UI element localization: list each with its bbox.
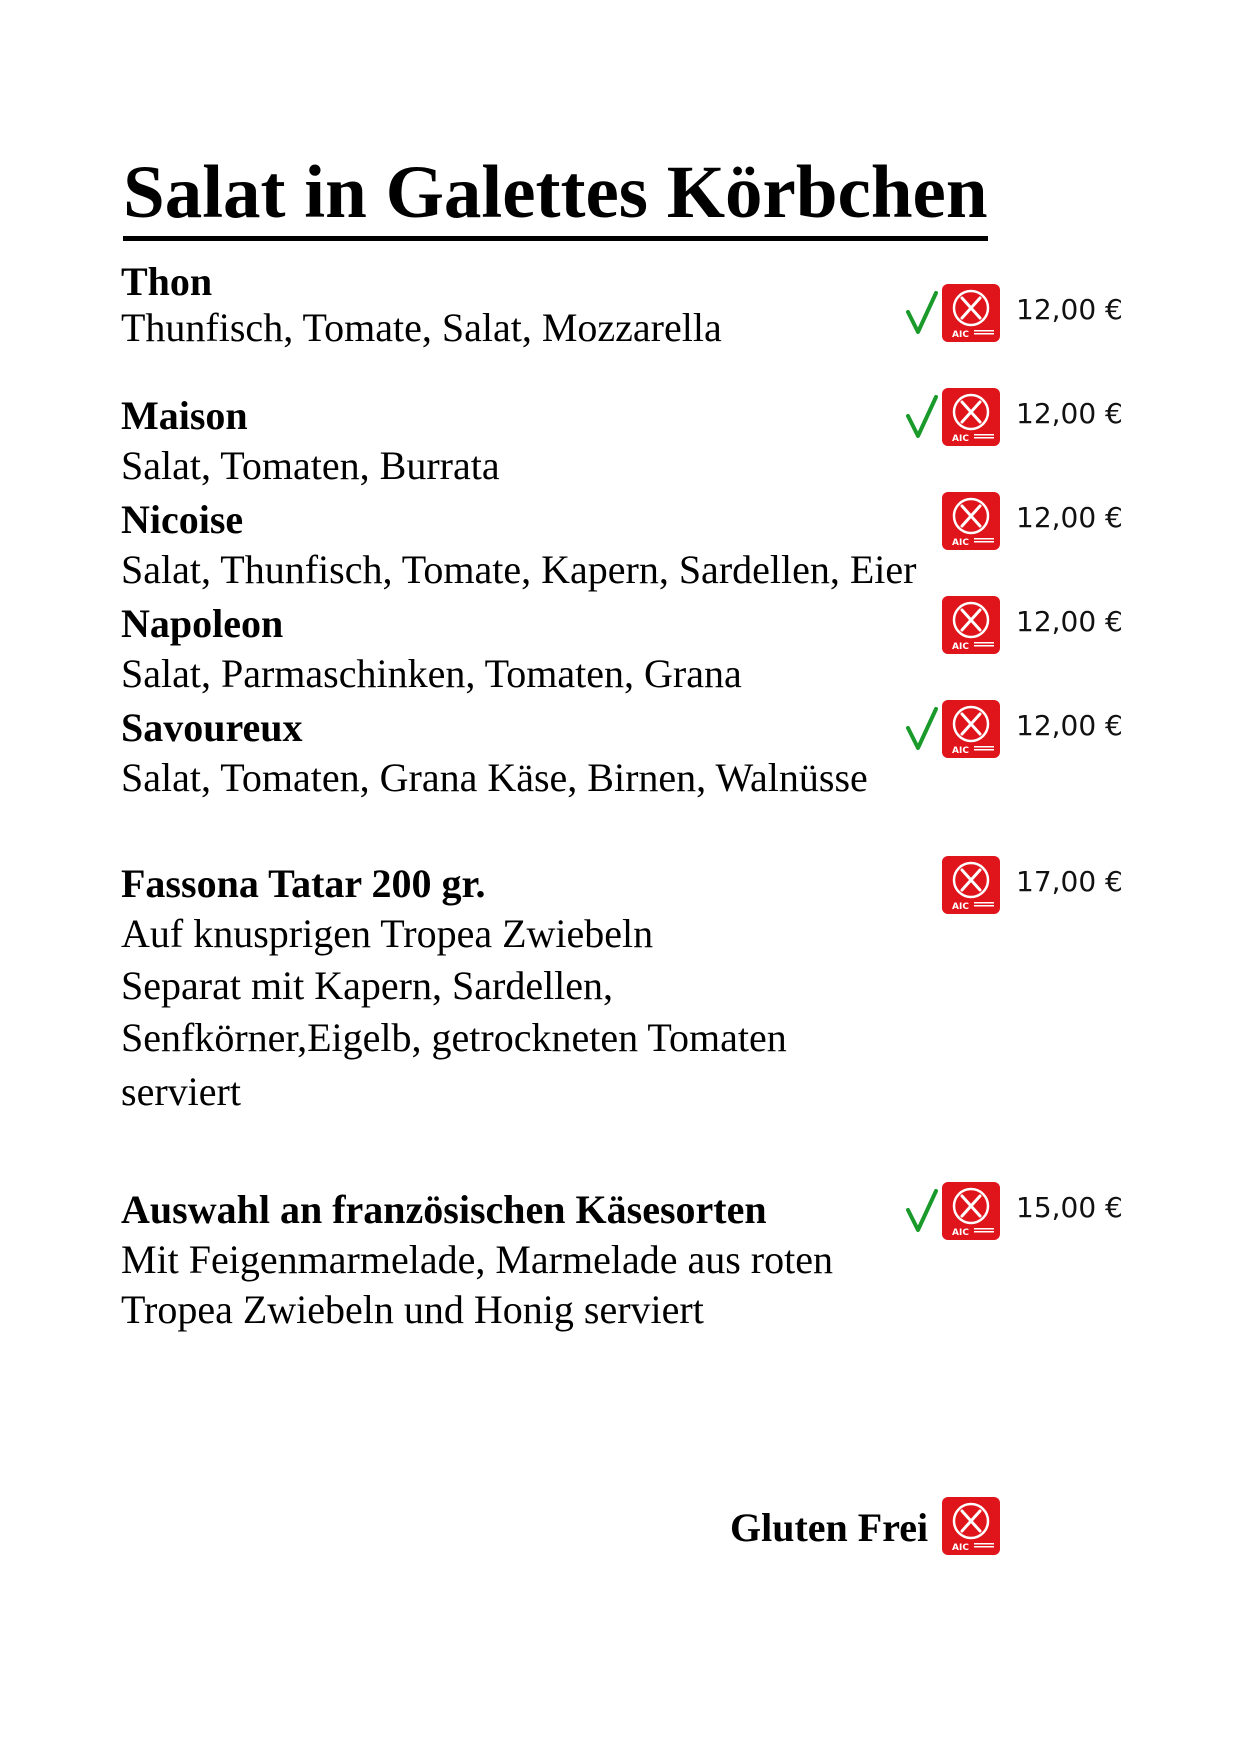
item-price-maison: 12,00 € (1016, 397, 1123, 430)
svg-text:AIC: AIC (952, 1228, 969, 1238)
item-description-maison: Salat, Tomaten, Burrata (121, 443, 500, 488)
gluten-free-icon (942, 596, 1000, 654)
item-description-nicoise: Salat, Thunfisch, Tomate, Kapern, Sardellen, Eier (121, 547, 917, 592)
gluten-free-icon (942, 284, 1000, 342)
tatar-line-1: Auf knusprigen Tropea Zwiebeln (121, 911, 654, 956)
vegetarian-check-icon (905, 706, 939, 752)
vegetarian-check-icon (905, 394, 939, 440)
svg-text:AIC: AIC (952, 746, 969, 756)
item-name-tatar: Fassona Tatar 200 gr. (121, 861, 486, 906)
item-name-savoureux: Savoureux (121, 705, 303, 750)
svg-text:AIC: AIC (952, 434, 969, 444)
svg-text:AIC: AIC (952, 1543, 969, 1553)
item-price-thon: 12,00 € (1016, 293, 1123, 326)
tatar-line-2: Separat mit Kapern, Sardellen, (121, 963, 614, 1008)
gluten-free-icon (942, 492, 1000, 550)
item-price-savoureux: 12,00 € (1016, 709, 1123, 742)
item-description-napoleon: Salat, Parmaschinken, Tomaten, Grana (121, 651, 742, 696)
gluten-free-icon (942, 700, 1000, 758)
item-description-savoureux: Salat, Tomaten, Grana Käse, Birnen, Walnüsse (121, 755, 868, 800)
gluten-free-icon (942, 388, 1000, 446)
page-title: Salat in Galettes Körbchen (123, 155, 988, 241)
svg-text:AIC: AIC (952, 538, 969, 548)
item-description-thon: Thunfisch, Tomate, Salat, Mozzarella (121, 305, 722, 350)
vegetarian-check-icon (905, 290, 939, 336)
item-name-napoleon: Napoleon (121, 601, 284, 646)
item-price-cheese: 15,00 € (1016, 1191, 1123, 1224)
item-price-tatar: 17,00 € (1016, 865, 1123, 898)
vegetarian-check-icon (905, 1188, 939, 1234)
item-name-nicoise: Nicoise (121, 497, 244, 542)
tatar-line-3: Senfkörner,Eigelb, getrockneten Tomaten (121, 1015, 787, 1060)
item-price-nicoise: 12,00 € (1016, 501, 1123, 534)
gluten-free-icon (942, 1182, 1000, 1240)
svg-text:AIC: AIC (952, 902, 969, 912)
gluten-free-legend-label: Gluten Frei (730, 1505, 929, 1550)
item-price-napoleon: 12,00 € (1016, 605, 1123, 638)
cheese-line-2: Tropea Zwiebeln und Honig serviert (121, 1287, 704, 1332)
cheese-line-1: Mit Feigenmarmelade, Marmelade aus roten (121, 1237, 833, 1282)
tatar-cut-off-line: serviert (121, 1069, 241, 1114)
item-name-maison: Maison (121, 393, 248, 438)
item-name-cheese: Auswahl an französischen Käsesorten (121, 1187, 767, 1232)
gluten-free-icon (942, 856, 1000, 914)
svg-text:AIC: AIC (952, 642, 969, 652)
item-name-thon: Thon (121, 259, 213, 304)
svg-text:AIC: AIC (952, 330, 969, 340)
gluten-free-legend-icon (942, 1497, 1000, 1555)
